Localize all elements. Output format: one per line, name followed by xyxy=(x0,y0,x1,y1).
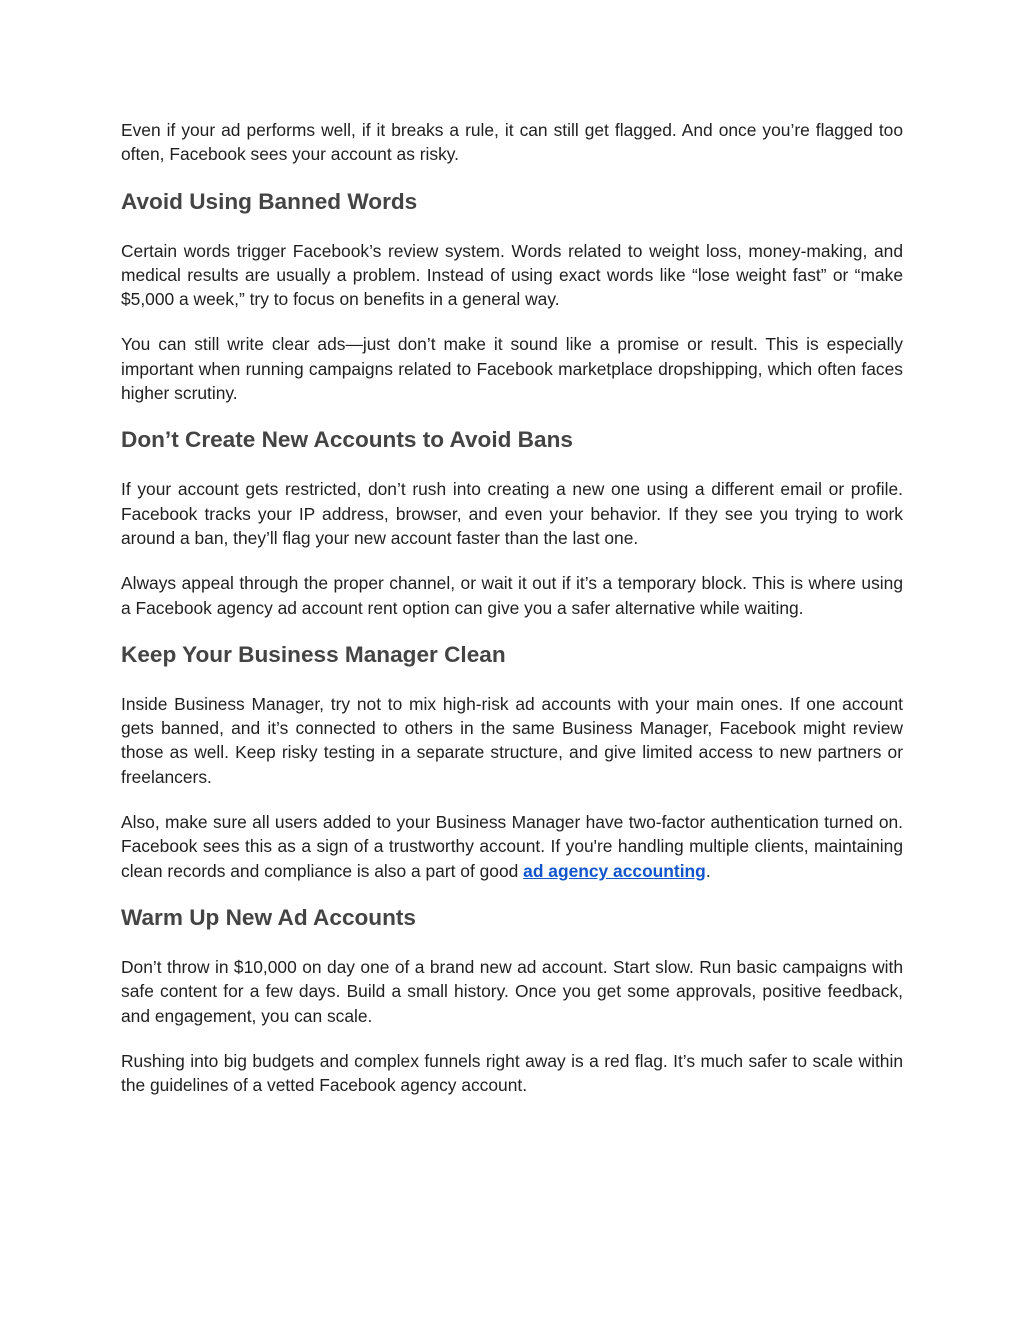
paragraph-flagged-intro: Even if your ad performs well, if it breaks a rule, it can still get flagged. And once you’re flagged too often, Facebook sees your account as risky. xyxy=(121,120,903,165)
paragraph-red-flag: Rushing into big budgets and complex funnels right away is a red flag. It’s much safer to scale within the guidelines of a vetted Facebook agency account. xyxy=(121,1050,903,1096)
heading-keep-business-manager-clean: Keep Your Business Manager Clean xyxy=(121,641,506,667)
paragraph-two-factor xyxy=(121,810,903,883)
heading-avoid-banned-words: Avoid Using Banned Words xyxy=(121,188,418,214)
paragraph-business-manager: Inside Business Manager, try not to mix high-risk ad accounts with your main ones. If one account gets banned, and it’s connected to others in the same Business Manager, Facebook might review those as well. Keep risky testing in a separate structure, and give limited access to new partners or freelancers. xyxy=(121,693,903,787)
paragraph-appeal: Always appeal through the proper channel, or wait it out if it’s a temporary block. This is where using a Facebook agency ad account rent option can give you a safer alternative while waiting. xyxy=(121,573,903,618)
ad-agency-accounting-link[interactable]: ad agency accounting xyxy=(523,860,706,881)
heading-warm-up-new-ad-accounts: Warm Up New Ad Accounts xyxy=(121,904,416,930)
document-page xyxy=(121,118,903,1118)
paragraph-two-factor-end: . xyxy=(705,860,711,881)
paragraph-two-factor-text: Also, make sure all users added to your Business Manager have two-factor authentication turned on. Facebook sees this as a sign of a trustworthy account. If you're handling multiple clients, maintaining clean records and compliance is also a part of good xyxy=(121,812,903,881)
paragraph-start-slow: Don’t throw in $10,000 on day one of a brand new ad account. Start slow. Run basic campaigns with safe content for a few days. Build a small history. Once you get some approvals, positive feedback, and engagement, you can scale. xyxy=(121,956,903,1026)
paragraph-clear-ads: You can still write clear ads—just don’t make it sound like a promise or result. This is especially important when running campaigns related to Facebook marketplace dropshipping, which often faces higher scrutiny. xyxy=(121,334,903,404)
paragraph-account-restricted: If your account gets restricted, don’t rush into creating a new one using a different email or profile. Facebook tracks your IP address, browser, and even your behavior. If they see you trying to work around a ban, they’ll flag your new account faster than the last one. xyxy=(121,479,903,548)
heading-dont-create-new-accounts: Don’t Create New Accounts to Avoid Bans xyxy=(121,427,573,453)
paragraph-banned-words: Certain words trigger Facebook’s review system. Words related to weight loss, money-making, and medical results are usually a problem. Instead of using exact words like “lose weight fast” or “make $5,000 a week,” try to focus on benefits in a general way. xyxy=(121,240,903,310)
